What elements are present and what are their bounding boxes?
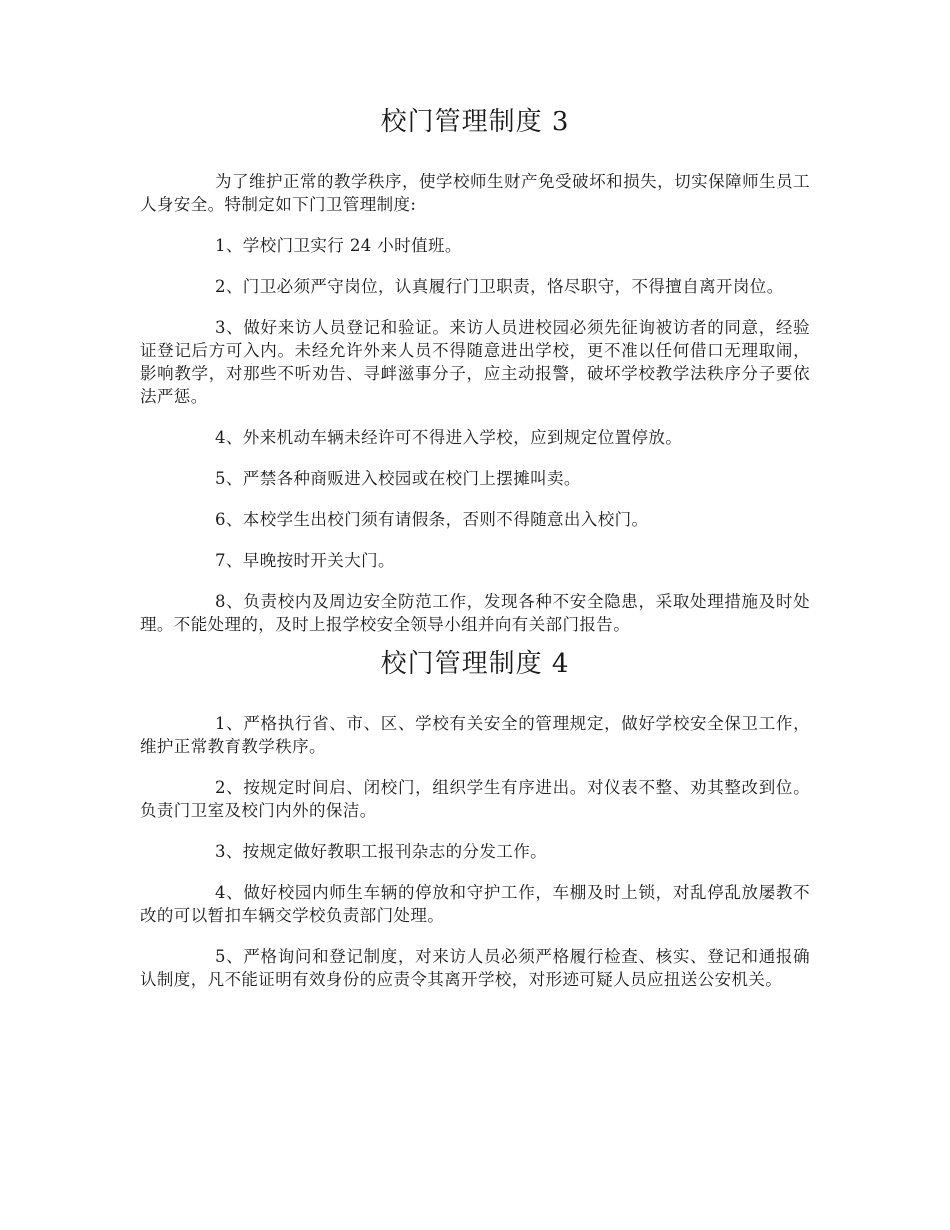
paragraph-item: 3、做好来访人员登记和验证。来访人员进校园必须先征询被访者的同意，经验证登记后方可入内。未经允许外来人员不得随意进出学校，更不准以任何借口无理取闹，影响教学，对那些不听劝告、寻衅滋事分子，应主动报警，破坏学校教学法秩序分子要依法严惩。 xyxy=(140,318,810,406)
paragraph-intro: 为了维护正常的教学秩序，使学校师生财产免受破坏和损失，切实保障师生员工人身安全。特制定如下门卫管理制度: xyxy=(140,172,810,214)
paragraph-item: 4、做好校园内师生车辆的停放和守护工作，车棚及时上锁，对乱停乱放屡教不改的可以暂扣车辆交学校负责部门处理。 xyxy=(140,883,810,925)
paragraph-item: 8、负责校内及周边安全防范工作，发现各种不安全隐患，采取处理措施及时处理。不能处理的，及时上报学校安全领导小组并向有关部门报告。 xyxy=(140,592,810,634)
section-title: 校门管理制度 4 xyxy=(380,649,570,679)
paragraph-item: 5、严禁各种商贩进入校园或在校门上摆摊叫卖。 xyxy=(215,469,581,488)
section-title: 校门管理制度 3 xyxy=(380,107,570,137)
paragraph-item: 3、按规定做好教职工报刊杂志的分发工作。 xyxy=(215,842,547,861)
paragraph-item: 7、早晚按时开关大门。 xyxy=(215,551,395,570)
document-body xyxy=(140,100,810,1009)
paragraph-item: 1、学校门卫实行 24 小时值班。 xyxy=(215,236,462,255)
paragraph-item: 4、外来机动车辆未经许可不得进入学校，应到规定位置停放。 xyxy=(215,428,683,447)
paragraph-item: 2、门卫必须严守岗位，认真履行门卫职责，恪尽职守，不得擅自离开岗位。 xyxy=(215,277,784,296)
paragraph-item: 5、严格询问和登记制度，对来访人员必须严格履行检查、核实、登记和通报确认制度，凡不能证明有效身份的应责令其离开学校，对形迹可疑人员应扭送公安机关。 xyxy=(140,947,810,989)
paragraph-item: 2、按规定时间启、闭校门，组织学生有序进出。对仪表不整、劝其整改到位。负责门卫室及校门内外的保洁。 xyxy=(140,778,810,820)
paragraph-item: 6、本校学生出校门须有请假条，否则不得随意出入校门。 xyxy=(215,510,649,529)
paragraph-item: 1、严格执行省、市、区、学校有关安全的管理规定，做好学校安全保卫工作，维护正常教育教学秩序。 xyxy=(140,714,810,756)
